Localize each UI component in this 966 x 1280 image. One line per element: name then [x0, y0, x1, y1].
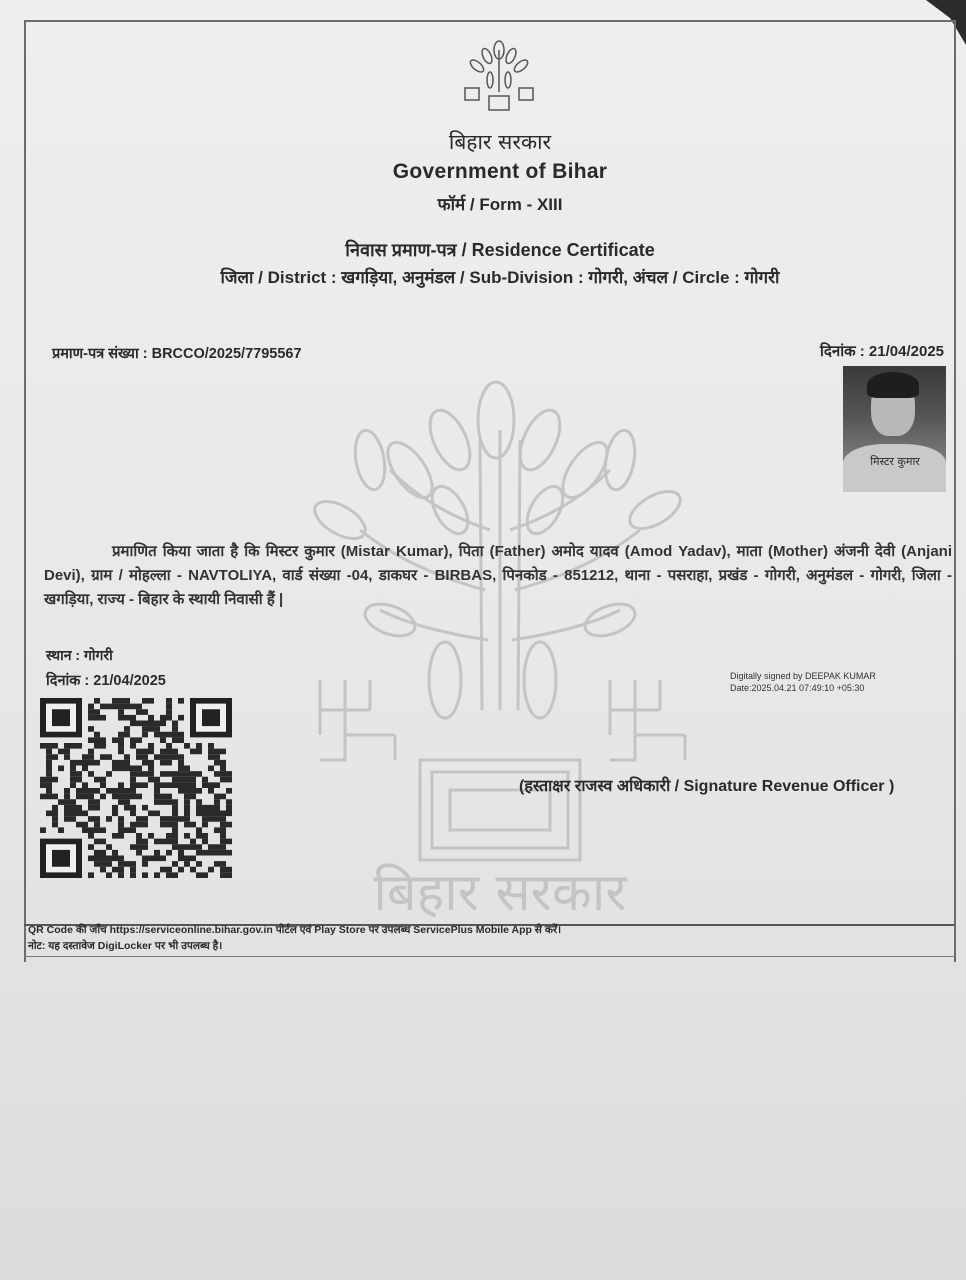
photo-caption: मिस्टर कुमार — [870, 455, 920, 468]
bihar-emblem-watermark — [300, 380, 700, 920]
certificate-body: प्रमाणित किया जाता है कि मिस्टर कुमार (Mistar Kumar), पिता (Father) अमोद यादव (Amod Yadav), माता (Mother) अंजनी देवी (Anjani Devi), ग्राम / मोहल्ला - NAVTOLIYA, वार्ड संख्या -04, डाकघर - BIRBAS, पिनकोड - 851212, थाना - पसराहा, प्रखंड - गोगरी, अनुमंडल - गोगरी, जिला - खगड़िया, राज्य - बिहार के स्थायी निवासी हैं | — [44, 543, 952, 608]
footer-bottom-line — [24, 956, 954, 957]
digital-signature-name: Digitally signed by DEEPAK KUMAR — [730, 671, 876, 681]
digilocker-note: नोट: यह दस्तावेज DigiLocker पर भी उपलब्ध है। — [28, 940, 223, 952]
bihar-emblem-logo — [457, 40, 541, 114]
signature-label: (हस्ताक्षर राजस्व अधिकारी / Signature Revenue Officer ) — [519, 778, 895, 795]
qr-verification-note: QR Code की जाँच https://serviceonline.bihar.gov.in पोर्टल एवं Play Store पर उपलब्ध ServicePlus Mobile App से करें। — [28, 924, 562, 936]
qr-code[interactable] — [40, 698, 232, 878]
certificate-number: प्रमाण-पत्र संख्या : BRCCO/2025/7795567 — [52, 346, 302, 362]
place-label: स्थान : गोगरी — [46, 647, 113, 663]
government-name-hindi: बिहार सरकार — [448, 130, 552, 154]
certificate-title: निवास प्रमाण-पत्र / Residence Certificate — [345, 240, 655, 260]
certificate-date: दिनांक : 21/04/2025 — [820, 343, 944, 360]
government-name: Government of Bihar — [392, 160, 608, 183]
form-number: फॉर्म / Form - XIII — [437, 195, 563, 214]
watermark-text: बिहार सरकार — [373, 863, 627, 920]
digital-signature-date: Date:2025.04.21 07:49:10 +05:30 — [730, 683, 865, 693]
applicant-photo — [843, 366, 946, 492]
digital-signature — [730, 670, 876, 694]
place-date: दिनांक : 21/04/2025 — [46, 673, 166, 689]
district-line: जिला / District : खगड़िया, अनुमंडल / Sub-Division : गोगरी, अंचल / Circle : गोगरी — [220, 268, 780, 287]
